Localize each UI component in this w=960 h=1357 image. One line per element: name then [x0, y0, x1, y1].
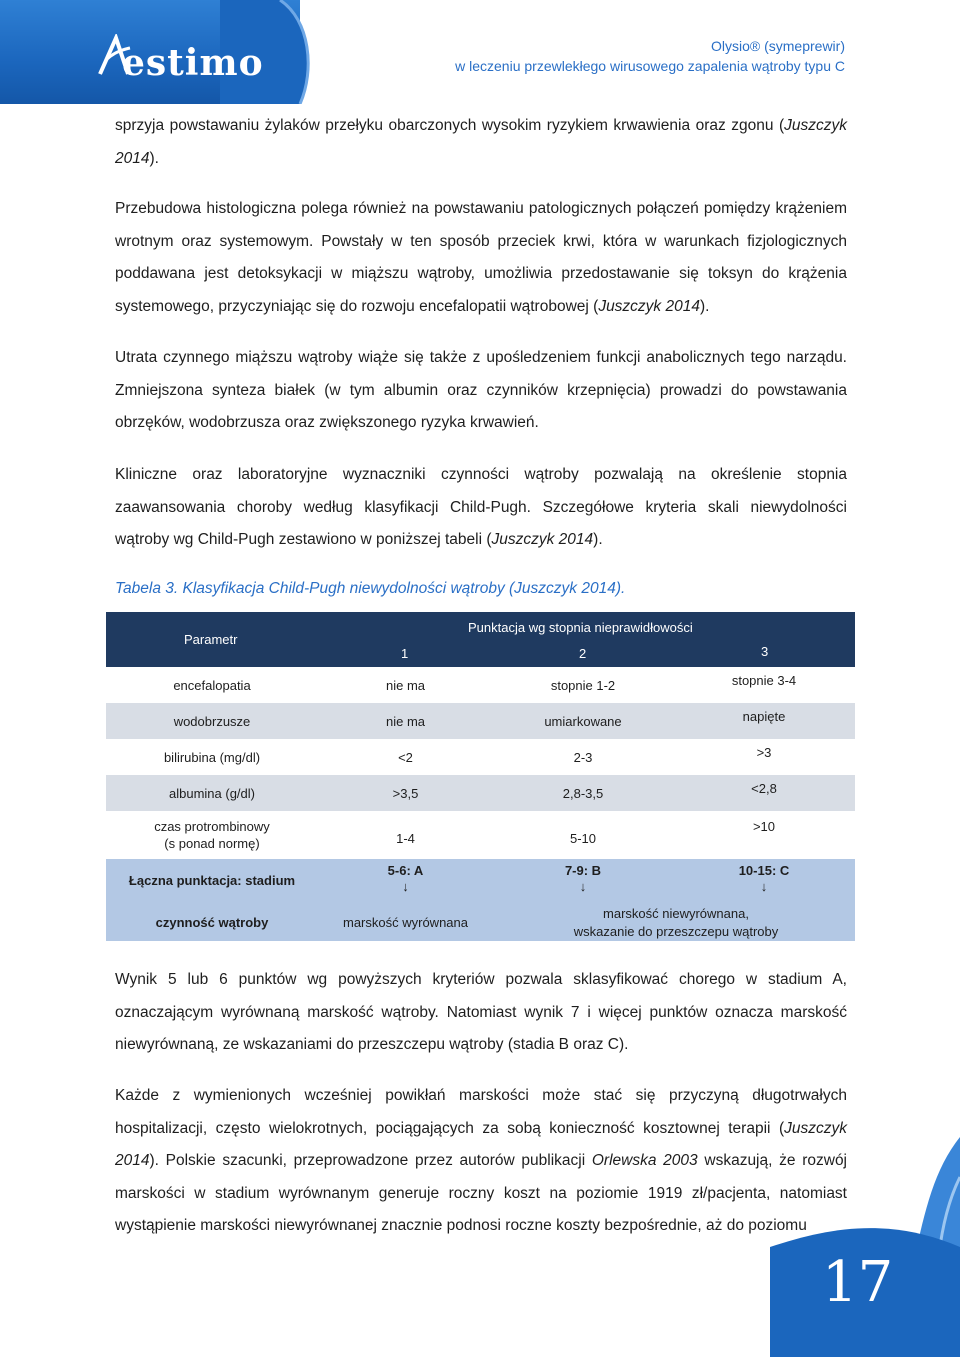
citation: Juszczyk 2014: [115, 117, 847, 167]
header-title-line2: w leczeniu przewlekłego wirusowego zapalenia wątroby typu C: [455, 58, 845, 74]
header-col-3: 3: [761, 644, 769, 659]
header-col-2: 2: [579, 646, 587, 661]
child-pugh-table: [106, 612, 855, 941]
row-c2: stopnie 1-2: [550, 677, 616, 693]
row-c3: >3: [756, 745, 772, 760]
row-c2: 5-10: [569, 830, 597, 846]
table-footer: [106, 859, 855, 941]
row-param: bilirubina (mg/dl): [163, 749, 261, 765]
table-header: [106, 612, 855, 667]
estimo-logo: [100, 42, 264, 84]
paragraph-6-text-a: Każde z wymienionych wcześniej powikłań marskości może stać się przyczyną długotrwałych hospitalizacji, często wielokrotnych, pociągających za sobą konieczność kosztownej terapii (: [115, 1087, 847, 1137]
table-caption: Tabela 3. Klasyfikacja Child-Pugh niewydolności wątroby (Juszczyk 2014).: [115, 580, 626, 597]
row-c1: 1-4: [396, 830, 415, 846]
paragraph-1-text: sprzyja powstawaniu żylaków przełyku obarczonych wysokim ryzykiem krwawienia oraz zgonu (: [115, 117, 785, 134]
footer-stage-a: 5-6: A: [387, 863, 424, 878]
header-parametr: Parametr: [184, 632, 238, 647]
footer-func-label: czynność wątroby: [155, 915, 269, 930]
row-param: czas protrombinowy (s ponad normę): [154, 819, 270, 851]
paragraph-6-text-c: wskazują, że rozwój marskości w stadium wyrównanym generuje roczny koszt na poziomie 1919 zł/pacjenta, natomiast wystąpienie marskości niewyrównanej znacznie podnosi roczne koszty bezpośrednie, aż do poziomu: [115, 1152, 848, 1234]
paragraph-4: [115, 459, 847, 557]
paragraph-5-text: Wynik 5 lub 6 punktów wg powyższych kryteriów pozwala sklasyfikować chorego w stadium A, oznaczającym wyrównaną marskość wątroby. Natomiast wynik 7 i więcej punktów oznacza marskość niewyrównaną, ze wskazaniami do przeszczepu wątroby (stadia B oraz C).: [115, 971, 847, 1053]
page-number: 17: [822, 1250, 894, 1315]
header-col-1: 1: [401, 646, 409, 661]
table-row: [106, 775, 855, 811]
paragraph-4-text: Kliniczne oraz laboratoryjne wyznaczniki czynności wątroby pozwalają na określenie stopnia zaawansowania choroby według klasyfikacji Child-Pugh. Szczegółowe kryteria skali niewydolności wątroby wg Child-Pugh zestawiono w poniższej tabeli (: [115, 466, 847, 548]
paragraph-2: [115, 193, 847, 323]
row-param: wodobrzusze: [173, 713, 251, 729]
logo-swoosh-icon: [98, 34, 132, 76]
row-c3: napięte: [742, 709, 786, 724]
footer-arrow-c: ↓: [760, 879, 768, 894]
footer-stage-b: 7-9: B: [564, 863, 602, 878]
paragraph-1: [115, 110, 847, 175]
paragraph-5: [115, 964, 847, 1062]
row-c3: <2,8: [751, 781, 777, 796]
paragraph-6: [115, 1080, 847, 1243]
row-c2: umiarkowane: [544, 713, 622, 729]
paragraph-4-end: ).: [593, 531, 603, 548]
paragraph-2-text: Przebudowa histologiczna polega również na powstawaniu patologicznych połączeń pomiędzy krążeniem wrotnym oraz systemowym. Powstały w ten sposób przeciek krwi, która w warunkach fizjologicznych poddawana jest detoksykacji w miąższu wątroby, umożliwia przedostawanie się toksyn do krążenia systemowego, przyczyniając się do rozwoju encefalopatii wątrobowej (: [115, 200, 847, 315]
paragraph-6-text-b: ). Polskie szacunki, przeprowadzone przez autorów publikacji: [149, 1152, 592, 1169]
row-c2: 2-3: [573, 749, 593, 765]
footer-stage-label: Łączna punktacja: stadium: [128, 873, 296, 888]
page-corner-decoration: [770, 1097, 960, 1357]
citation: Juszczyk 2014: [491, 531, 594, 548]
table-row: [106, 667, 855, 703]
row-param: encefalopatia: [173, 677, 251, 693]
footer-func-bc: marskość niewyrównana, wskazanie do przeszczepu wątroby: [573, 906, 779, 939]
paragraph-3: [115, 342, 847, 440]
row-c3: stopnie 3-4: [731, 673, 797, 688]
table-row: [106, 811, 855, 859]
table-row: [106, 703, 855, 739]
row-c2: 2,8-3,5: [562, 785, 604, 801]
footer-arrow-a: ↓: [402, 879, 409, 894]
page-header: [0, 0, 960, 104]
row-c1: nie ma: [385, 713, 426, 729]
footer-arrow-b: ↓: [579, 879, 587, 894]
table-row: [106, 739, 855, 775]
header-title-line1: Olysio® (symeprewir): [711, 38, 845, 54]
paragraph-2-end: ).: [699, 297, 710, 315]
row-c1: >3,5: [392, 785, 419, 801]
header-group: Punktacja wg stopnia nieprawidłowości: [468, 620, 693, 635]
row-param: albumina (g/dl): [169, 785, 255, 801]
header-title: [455, 36, 845, 76]
row-c1: nie ma: [385, 677, 426, 693]
footer-stage-c: 10-15: C: [738, 863, 790, 878]
footer-func-a: marskość wyrównana: [343, 915, 468, 930]
citation: Juszczyk 2014: [598, 297, 700, 315]
logo-text: estimo: [122, 42, 264, 84]
paragraph-3-text: Utrata czynnego miąższu wątroby wiąże się także z upośledzeniem funkcji anabolicznych tego narządu. Zmniejszona synteza białek (w tym albumin oraz czynników krzepnięcia) prowadzi do powstawania obrzęków, wodobrzusza oraz zwiększonego ryzyka krwawień.: [115, 349, 847, 431]
row-c3: >10: [752, 819, 776, 834]
citation: Orlewska 2003: [591, 1152, 698, 1169]
citation: Juszczyk 2014: [115, 1119, 847, 1169]
paragraph-1-end: ).: [149, 149, 159, 167]
row-c1: <2: [398, 749, 413, 765]
